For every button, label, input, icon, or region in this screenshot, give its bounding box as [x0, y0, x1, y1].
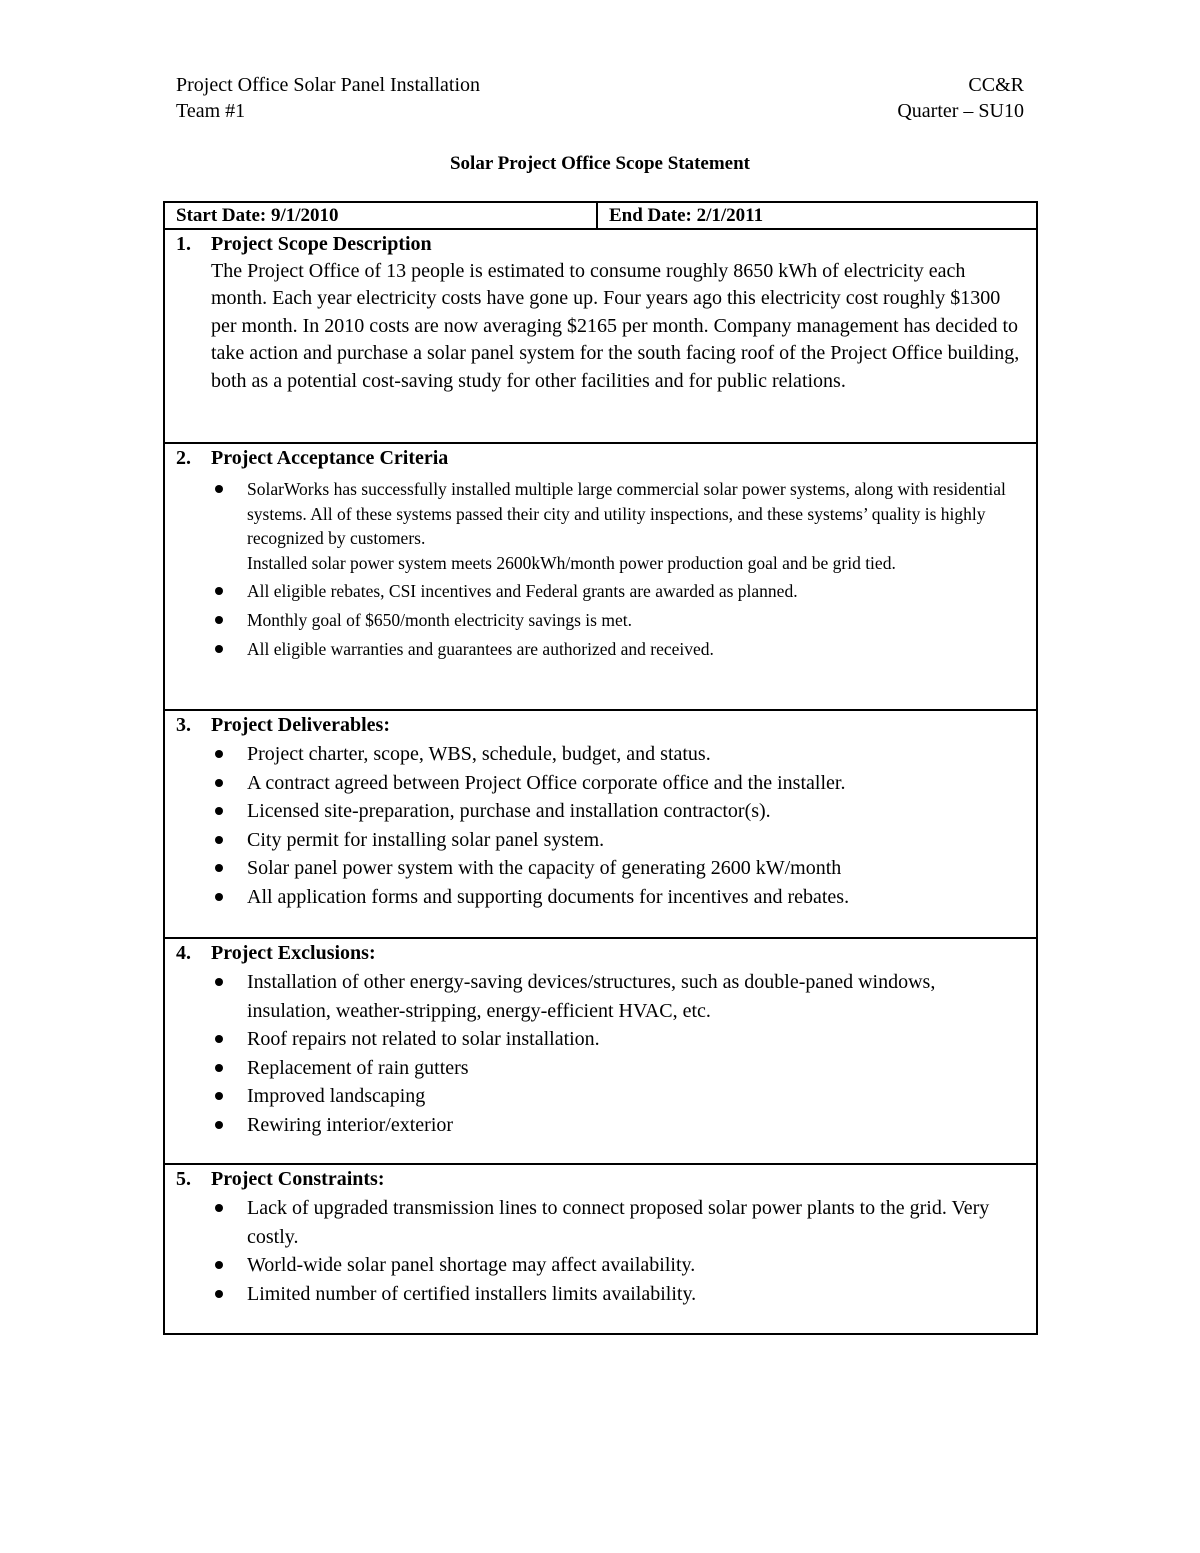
- section-title: Project Acceptance Criteria: [211, 447, 449, 469]
- team-label: Team #1: [176, 100, 246, 122]
- bullet-icon: [215, 1092, 223, 1100]
- list-item: Installation of other energy-saving devices/structures, such as double-paned windows, insulation, weather-stripping, energy-efficient HVAC, etc.: [211, 968, 1022, 1025]
- bullet-icon: [215, 836, 223, 844]
- list-item: All eligible warranties and guarantees are authorized and received.: [211, 637, 1022, 662]
- bullet-icon: [215, 807, 223, 815]
- scope-table: [163, 201, 1038, 1335]
- list-item: A contract agreed between Project Office corporate office and the installer.: [211, 769, 1022, 798]
- bullet-icon: [215, 750, 223, 758]
- header-right: [897, 72, 1024, 124]
- bullet-icon: [215, 485, 223, 493]
- list-item: Licensed site-preparation, purchase and installation contractor(s).: [211, 797, 1022, 826]
- section-constraints: [165, 1165, 1036, 1333]
- list-item: Rewiring interior/exterior: [211, 1111, 1022, 1140]
- start-date: Start Date: 9/1/2010: [165, 203, 598, 228]
- bullet-icon: [215, 1261, 223, 1269]
- list-item: All eligible rebates, CSI incentives and Federal grants are awarded as planned.: [211, 579, 1022, 604]
- bullet-icon: [215, 893, 223, 901]
- bullet-icon: [215, 1035, 223, 1043]
- section-title: Project Exclusions:: [211, 942, 376, 964]
- section-title: Project Deliverables:: [211, 714, 390, 736]
- bullet-icon: [215, 1064, 223, 1072]
- section-body: The Project Office of 13 people is estimated to consume roughly 8650 kWh of electricity each month. Each year electricity costs have gone up. Four years ago this electricity cost roughly $1300 per month. In 2010 costs are now averaging $2165 per month. Company management has decided to take action and purchase a solar panel system for the south facing roof of the Project Office building, both as a potential cost-saving study for other facilities and for public relations.: [211, 260, 1020, 392]
- list-item: Roof repairs not related to solar installation.: [211, 1025, 1022, 1054]
- bullet-icon: [215, 1290, 223, 1298]
- list-item: World-wide solar panel shortage may affect availability.: [211, 1251, 1022, 1280]
- section-number: 5.: [176, 1168, 191, 1190]
- section-deliverables: [165, 711, 1036, 939]
- list-item: Project charter, scope, WBS, schedule, budget, and status.: [211, 740, 1022, 769]
- header-left: [176, 72, 480, 124]
- course-code: CC&R: [968, 74, 1024, 96]
- project-name: Project Office Solar Panel Installation: [176, 74, 480, 96]
- section-number: 4.: [176, 942, 191, 964]
- bullet-icon: [215, 779, 223, 787]
- section-number: 3.: [176, 714, 191, 736]
- quarter-label: Quarter – SU10: [897, 100, 1024, 122]
- bullet-icon: [215, 1204, 223, 1212]
- bullet-icon: [215, 978, 223, 986]
- section-title: Project Constraints:: [211, 1168, 385, 1190]
- list-item: All application forms and supporting documents for incentives and rebates.: [211, 883, 1022, 912]
- end-date: End Date: 2/1/2011: [609, 205, 764, 226]
- section-exclusions: [165, 939, 1036, 1165]
- list-item: Limited number of certified installers limits availability.: [211, 1280, 1022, 1309]
- bullet-icon: [215, 587, 223, 595]
- section-acceptance-criteria: [165, 444, 1036, 711]
- list-item: City permit for installing solar panel system.: [211, 826, 1022, 855]
- section-title: Project Scope Description: [211, 233, 432, 255]
- section-scope-description: [165, 230, 1036, 444]
- bullet-icon: [215, 645, 223, 653]
- document-title: Solar Project Office Scope Statement: [449, 153, 751, 174]
- list-item: Replacement of rain gutters: [211, 1054, 1022, 1083]
- bullet-icon: [215, 616, 223, 624]
- list-item: SolarWorks has successfully installed multiple large commercial solar power systems, along with residential systems. All of these systems passed their city and utility inspections, and these systems’ quality is highly recognized by customers.: [211, 477, 1022, 551]
- bullet-icon: [215, 864, 223, 872]
- criteria-list: [211, 477, 1022, 661]
- constraints-list: [211, 1194, 1022, 1308]
- list-item: Lack of upgraded transmission lines to connect proposed solar power plants to the grid. Very costly.: [211, 1194, 1022, 1251]
- section-number: 1.: [176, 233, 191, 255]
- list-item: Installed solar power system meets 2600kWh/month power production goal and be grid tied.: [247, 552, 896, 573]
- deliverables-list: [211, 740, 1022, 912]
- list-item: Improved landscaping: [211, 1082, 1022, 1111]
- section-number: 2.: [176, 447, 191, 469]
- exclusions-list: [211, 968, 1022, 1140]
- list-item: Monthly goal of $650/month electricity savings is met.: [211, 608, 1022, 633]
- list-item: Solar panel power system with the capacity of generating 2600 kW/month: [211, 854, 1022, 883]
- bullet-icon: [215, 1121, 223, 1129]
- dates-row: [165, 203, 1036, 230]
